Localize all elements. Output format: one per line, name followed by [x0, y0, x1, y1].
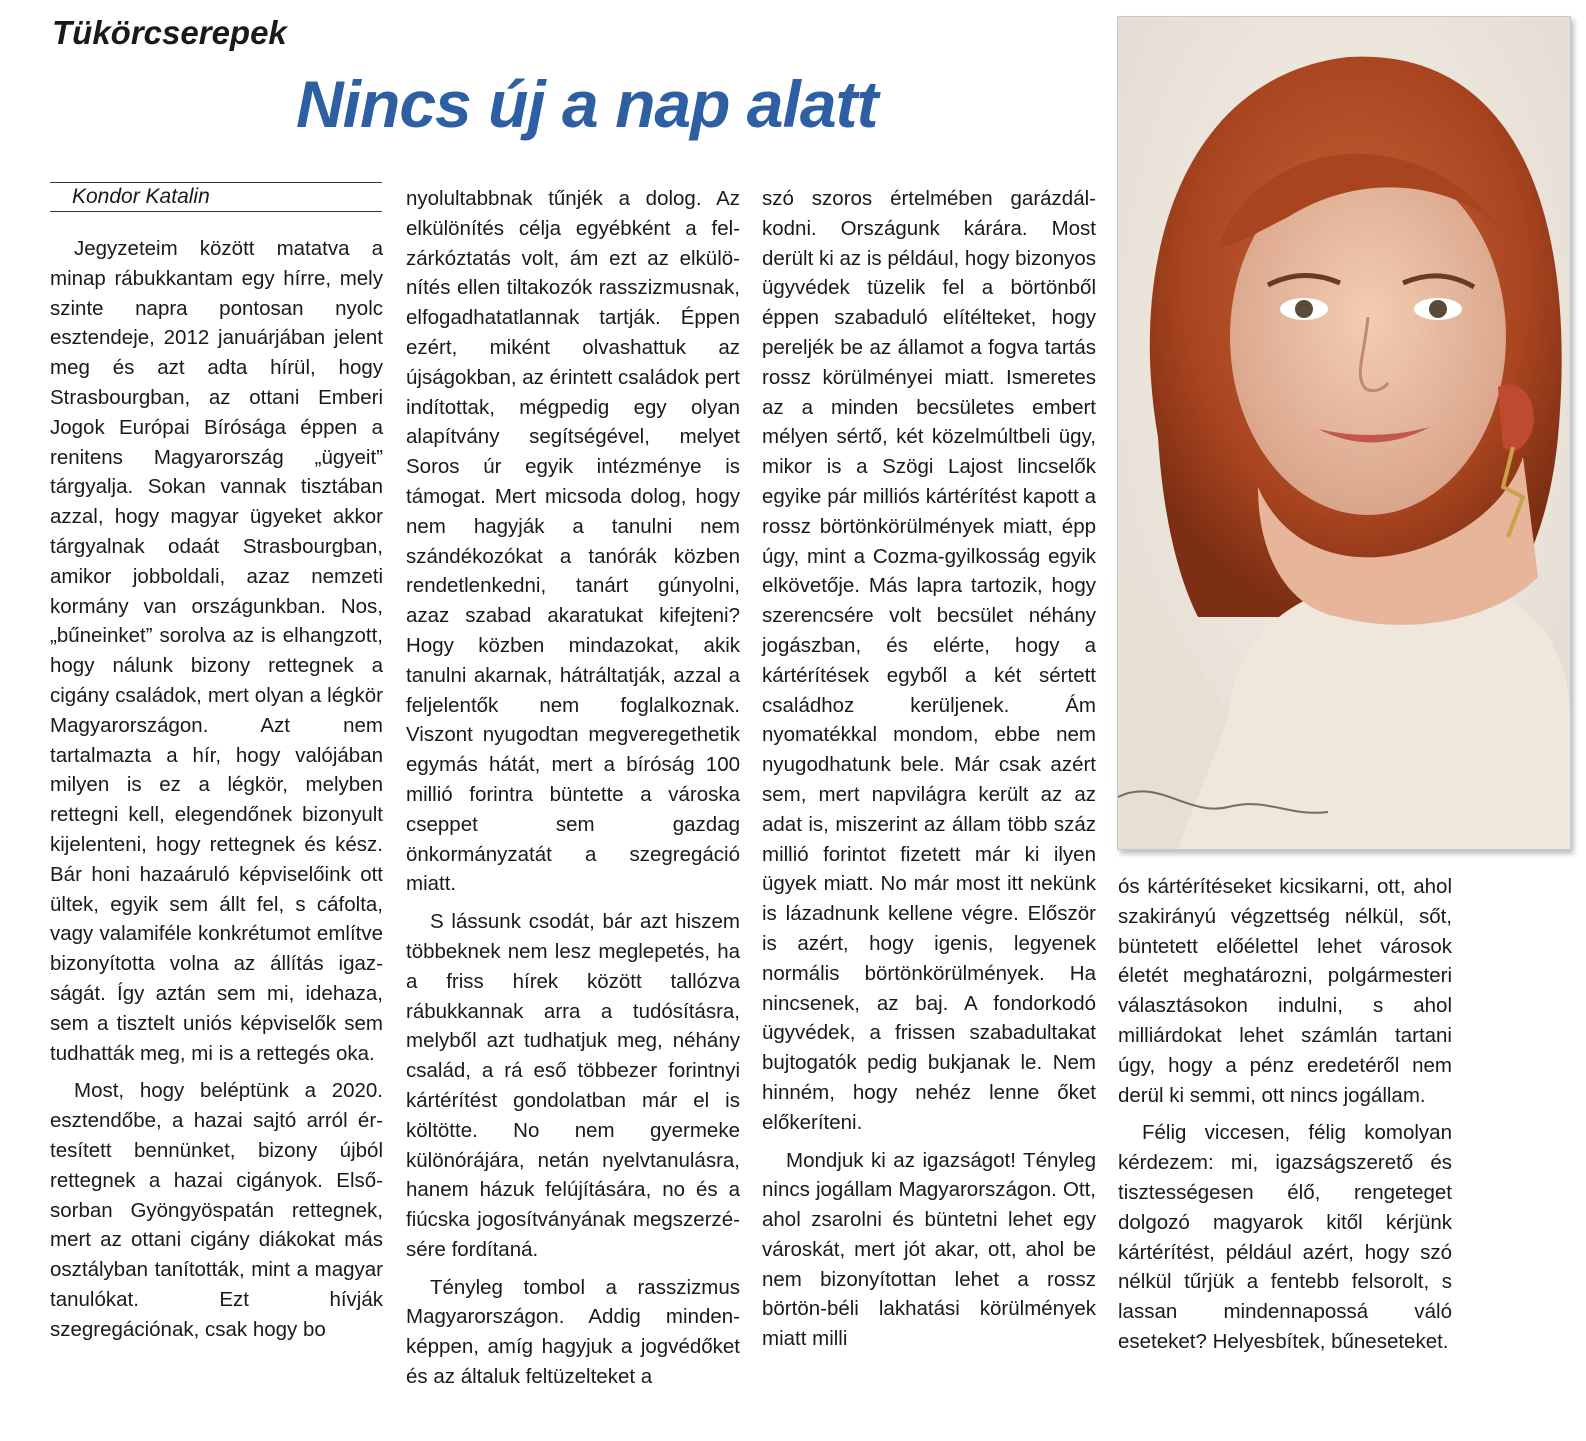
paragraph: ós kártérítéseket kicsikarni, ott, ahol szakirányú végzettség nélkül, sőt, büntetett előélettel lehet városok életét meghatározni, polgármesteri választásokon indulni, s ahol milliárdokat lehet számlán tartani úgy, hogy a pénz eredetéről nem derül ki semmi, ott nincs jogállam.	[1118, 875, 1452, 1107]
author-photo	[1117, 16, 1571, 850]
article-column-4	[1118, 872, 1452, 1357]
paragraph: Tényleg tombol a rasszizmus Magyarországon. Addig mindenképpen, amíg hagyjuk a jogvédőket és az általuk feltüzelteket a	[406, 1275, 740, 1389]
article-title: Nincs új a nap alatt	[296, 67, 878, 141]
paragraph: szó szoros értelmében garázdálkodni. Országunk kárára. Most derült ki az is például, hogy bizonyos ügyvédek tüzelik fel a börtönből éppen szabaduló elítélteket, hogy pereljék be az államot a fogva tartás rossz körülményei miatt. Ismeretes az a minden becsületes embert mélyen sértő, két közelmúltbeli ügy, mikor is a Szögi Lajost lincselők egyike pár milliós kártérítést kapott a rossz börtönkörülmények miatt, épp úgy, mint a Cozma-gyilkosság egyik elkövetője. Más lapra tartozik, hogy szerencsére volt becsület néhány jogászban, és elérte, hogy a kártérítések egyből a két sértett családhoz kerüljenek. Ám nyomatékkal mondom, ebbe nem nyugodhatunk bele. Már csak azért sem, mert napvilágra került az az adat is, miszerint az állam több száz millió forintot fizetett már ki ilyen ügyek miatt. No már most itt nekünk is lázadnunk kellene végre. Először is azért, hogy igenis, legyenek normális börtönkörülmények. Ha nincsenek, az baj. A fondorkodó ügyvédek, a frissen szabadultakat bujtogatók pedig bukjanak le. Nem hinném, hogy nehéz lenne őket előkeríteni.	[762, 187, 1096, 1134]
paragraph: Félig viccesen, félig komolyan kérdezem: mi, igazságszerető és tisztességesen élő, rengeteget dolgozó magyarok kitől kérjünk kártérítést, például azért, hogy szó nélkül tűrjük a fentebb felsorolt, s lassan mindennapossá váló eseteket? Helyesbítek, bűneseteket.	[1118, 1121, 1452, 1353]
article-column-2	[406, 184, 740, 1392]
article-column-3	[762, 184, 1096, 1354]
portrait-illustration	[1118, 17, 1570, 849]
paragraph: nyolultabbnak tűnjék a dolog. Az elkülönítés célja egyébként a felzárkóztatás volt, ám ezt az elkülönítés ellen tiltakozók rasszizmusnak, elfogadhatatlannak tartják. Éppen ezért, miként olvashattuk az újságokban, az érintett családok pert indítottak, mégpedig egy olyan alapítvány segítségével, melyet Soros úr egyik intézménye is támogat. Mert micsoda dolog, hogy nem hagyják a tanulni nem szándékozókat a tanórák közben rendetlenkedni, tanárt gúnyolni, azaz szabad akaratukat kifejteni? Hogy közben mindazokat, akik tanulni akarnak, hátráltatják, azzal a feljelentők nem foglalkoznak. Viszont nyugodtan megveregethetik egymás hátát, mert a bíróság 100 millió forintra büntette a városka cseppet sem gazdag önkormányzatát a szegregáció miatt.	[406, 187, 740, 896]
paragraph: Mondjuk ki az igazságot! Tényleg nincs jogállam Magyarországon. Ott, ahol zsarolni és büntetni lehet egy városkát, mert jót akar, ott, ahol be nem bizonyítottan lehet a rossz börtön-béli lakhatási körülmények miatt milli	[762, 1148, 1096, 1351]
byline	[50, 182, 382, 212]
section-label: Tükörcserepek	[52, 14, 287, 51]
paragraph: Jegyzeteim között matatva a minap rábukkantam egy hírre, mely szinte napra pontosan nyolc esztendeje, 2012 januárjában jelent meg és azt adta hírül, hogy Strasbourgban, az ottani Emberi Jogok Európai Bírósága éppen a renitens Magyarország „ügyeit” tárgyalja. Sokan vannak tisztában azzal, hogy magyar ügyeket akkor tárgyalnak odaát Strasbourgban, amikor jobboldali, azaz nemzeti kormány van országunkban. Nos, „bűneinket” sorolva az is elhangzott, hogy nálunk bizony rettegnek a cigány családok, mert olyan a légkör Magyarországon. Azt nem tartalmazta a hír, hogy valójában milyen is ez a légkör, melyben rettegni kell, elegendőnek bizonyult kijelenteni, hogy rettegnek és kész. Bár honi hazaáruló képviselőink ott ültek, egyik sem állt fel, s cáfolta, vagy valamiféle konkrétumot említve bizonyította volna az állítás igazságát. Így aztán sem mi, idehaza, sem a tisztelt uniós képviselők sem tudhatták meg, mi is a rettegés oka.	[50, 237, 383, 1065]
article-column-1	[50, 234, 383, 1344]
paragraph: Most, hogy beléptünk a 2020. esztendőbe, a hazai sajtó arról értesített bennünket, bizony újból rettegnek a hazai cigányok. Elsősorban Gyöngyöspatán rettegnek, mert az ottani cigány diákokat más osztályban tanították, mint a magyar tanulókat. Ezt hívják szegregációnak, csak hogy bo	[50, 1079, 383, 1341]
paragraph: S lássunk csodát, bár azt hiszem többeknek nem lesz meglepetés, ha a friss hírek között tallózva rábukkannak arra a tudósításra, melyből azt tudhatjuk meg, néhány család, a rá eső többezer forintnyi kártérítést gondolatban már el is költötte. No nem gyermeke különórájára, netán nyelvtanulásra, hanem házuk felújítására, no és a fiúcska jogosítványának megszerzésére fordítaná.	[406, 910, 740, 1261]
author-name: Kondor Katalin	[72, 185, 210, 208]
